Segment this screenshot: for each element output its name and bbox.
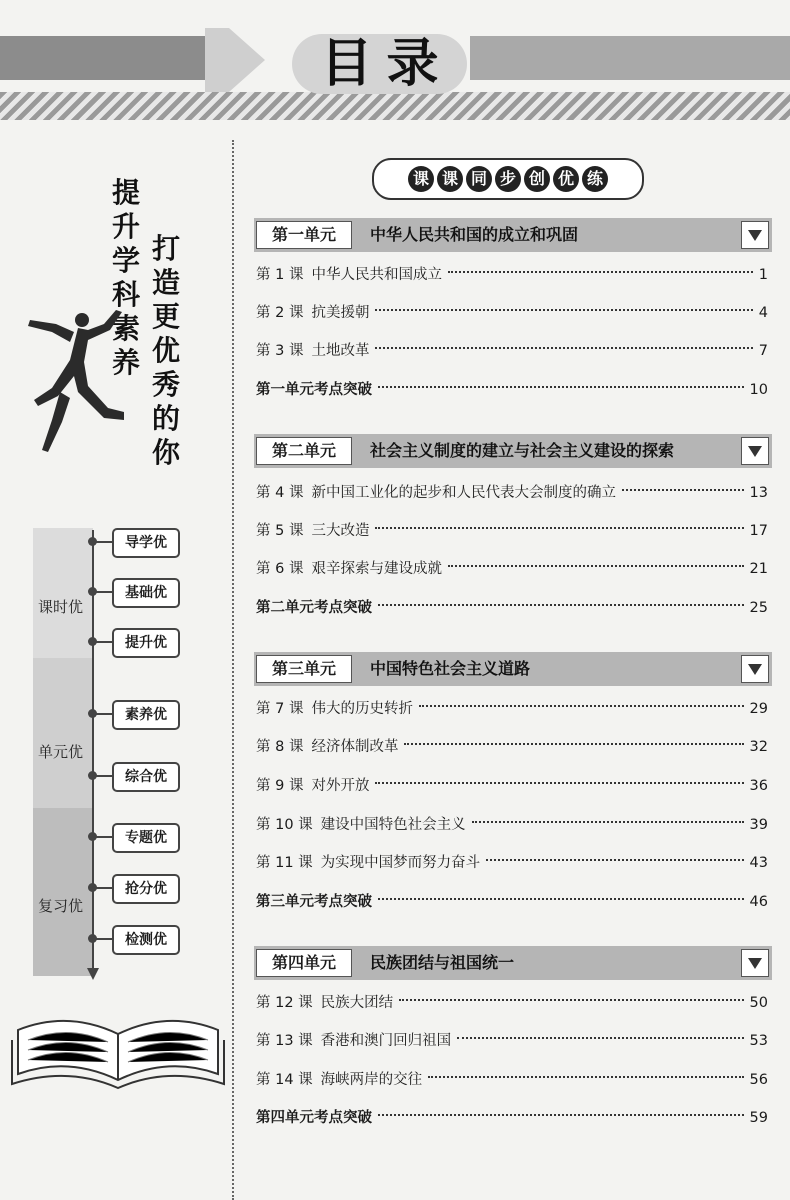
lesson-row[interactable]	[256, 735, 768, 759]
chevron-down-icon	[748, 446, 762, 457]
dot-leader	[375, 527, 743, 529]
lesson-page: 1	[758, 267, 768, 283]
lesson-number: 第 14 课	[256, 1072, 313, 1088]
lesson-title: 抗美援朝	[311, 305, 370, 321]
lesson-page: 21	[749, 561, 768, 577]
lesson-number: 第 1 课	[256, 267, 304, 283]
section-title-char: 优	[553, 166, 579, 192]
review-title: 第一单元考点突破	[256, 381, 372, 398]
slogan-outer: 提升学科素养	[112, 176, 141, 379]
group-bg-1	[33, 528, 93, 658]
group-bg-2	[33, 658, 93, 808]
lesson-row[interactable]	[256, 1029, 768, 1053]
lesson-page: 17	[749, 523, 768, 539]
lesson-number: 第 10 课	[256, 817, 313, 833]
node-qiangfen: 抢分优	[112, 874, 180, 904]
lesson-page: 13	[749, 485, 768, 501]
section-title-char: 练	[582, 166, 608, 192]
lesson-row[interactable]	[256, 697, 768, 721]
lesson-number: 第 8 课	[256, 739, 304, 755]
lesson-title: 对外开放	[311, 778, 370, 794]
review-row[interactable]	[256, 596, 768, 620]
runner-figure-icon	[12, 300, 132, 470]
lesson-number: 第 7 课	[256, 701, 304, 717]
node-connector	[92, 591, 112, 593]
header-banner	[0, 28, 790, 120]
review-title: 第三单元考点突破	[256, 893, 372, 910]
group-bg-3	[33, 808, 93, 976]
lesson-row[interactable]	[256, 481, 768, 505]
node-daoxue: 导学优	[112, 528, 180, 558]
dot-leader	[375, 782, 743, 784]
review-row[interactable]	[256, 378, 768, 402]
lesson-number: 第 13 课	[256, 1033, 313, 1049]
node-jiance: 检测优	[112, 925, 180, 955]
chevron-down-icon	[748, 230, 762, 241]
page-title: 目录	[292, 34, 467, 94]
lesson-number: 第 9 课	[256, 778, 304, 794]
section-title-char: 课	[437, 166, 463, 192]
node-tisheng: 提升优	[112, 628, 180, 658]
dot-leader	[472, 821, 744, 823]
dot-leader	[457, 1037, 743, 1039]
lesson-page: 7	[758, 343, 768, 359]
chevron-down-icon	[748, 958, 762, 969]
lesson-row[interactable]	[256, 557, 768, 581]
banner-chevron	[205, 28, 265, 92]
unit-name: 第三单元	[256, 655, 352, 683]
unit-header-4	[254, 946, 772, 980]
review-row[interactable]	[256, 1106, 768, 1130]
lesson-title: 香港和澳门回归祖国	[320, 1033, 452, 1049]
lesson-page: 4	[758, 305, 768, 321]
lesson-title: 伟大的历史转折	[311, 701, 413, 717]
lesson-row[interactable]	[256, 301, 768, 325]
flow-line	[92, 530, 94, 970]
dot-leader	[448, 271, 753, 273]
lesson-title: 民族大团结	[320, 995, 394, 1011]
lesson-page: 50	[749, 995, 768, 1011]
banner-stripes	[0, 92, 790, 120]
dot-leader	[378, 1114, 744, 1116]
flow-arrow-icon	[87, 968, 99, 980]
lesson-title: 为实现中国梦而努力奋斗	[320, 855, 481, 871]
lesson-page: 53	[749, 1033, 768, 1049]
review-page: 46	[749, 894, 768, 910]
unit-expand-button[interactable]	[741, 655, 769, 683]
review-row[interactable]	[256, 890, 768, 914]
node-connector	[92, 887, 112, 889]
unit-name: 第四单元	[256, 949, 352, 977]
unit-expand-button[interactable]	[741, 437, 769, 465]
lesson-title: 土地改革	[311, 343, 370, 359]
unit-expand-button[interactable]	[741, 221, 769, 249]
unit-title: 中国特色社会主义道路	[370, 659, 531, 678]
dot-leader	[399, 999, 743, 1001]
review-title: 第二单元考点突破	[256, 599, 372, 616]
lesson-number: 第 3 课	[256, 343, 304, 359]
dot-leader	[404, 743, 743, 745]
dot-leader	[622, 489, 744, 491]
lesson-page: 43	[749, 855, 768, 871]
lesson-page: 39	[749, 817, 768, 833]
lesson-row[interactable]	[256, 851, 768, 875]
section-title-char: 步	[495, 166, 521, 192]
unit-name: 第二单元	[256, 437, 352, 465]
open-book-icon	[8, 1000, 228, 1090]
review-page: 59	[749, 1110, 768, 1126]
unit-title: 中华人民共和国的成立和巩固	[370, 225, 579, 244]
chevron-down-icon	[748, 664, 762, 675]
lesson-row[interactable]	[256, 774, 768, 798]
dot-leader	[378, 898, 744, 900]
node-connector	[92, 541, 112, 543]
node-jichu: 基础优	[112, 578, 180, 608]
unit-header-1	[254, 218, 772, 252]
lesson-row[interactable]	[256, 991, 768, 1015]
lesson-page: 29	[749, 701, 768, 717]
lesson-number: 第 11 课	[256, 855, 313, 871]
lesson-title: 中华人民共和国成立	[311, 267, 442, 283]
lesson-row[interactable]	[256, 1068, 768, 1092]
dot-leader	[419, 705, 744, 707]
node-connector	[92, 938, 112, 940]
node-zonghe: 综合优	[112, 762, 180, 792]
lesson-row[interactable]	[256, 339, 768, 363]
review-title: 第四单元考点突破	[256, 1109, 372, 1126]
group-label-fuxi: 复习优	[38, 897, 84, 915]
slogan-inner: 打造更优秀的你	[152, 232, 181, 469]
lesson-number: 第 6 课	[256, 561, 304, 577]
banner-bar-right	[470, 36, 790, 80]
lesson-number: 第 4 课	[256, 485, 304, 501]
section-title-char: 创	[524, 166, 550, 192]
group-label-danyuan: 单元优	[38, 743, 84, 761]
section-title-char: 课	[408, 166, 434, 192]
review-page: 10	[749, 382, 768, 398]
node-zhuanti: 专题优	[112, 823, 180, 853]
unit-title: 民族团结与祖国统一	[370, 953, 515, 972]
unit-header-3	[254, 652, 772, 686]
section-title-char: 同	[466, 166, 492, 192]
lesson-title: 经济体制改革	[311, 739, 399, 755]
lesson-page: 56	[749, 1072, 768, 1088]
lesson-number: 第 2 课	[256, 305, 304, 321]
lesson-row[interactable]	[256, 813, 768, 837]
lesson-number: 第 5 课	[256, 523, 304, 539]
lesson-row[interactable]	[256, 263, 768, 287]
group-label-keshi: 课时优	[38, 598, 84, 616]
dot-leader	[378, 386, 744, 388]
lesson-title: 新中国工业化的起步和人民代表大会制度的确立	[311, 485, 616, 501]
node-suyang: 素养优	[112, 700, 180, 730]
lesson-row[interactable]	[256, 519, 768, 543]
lesson-title: 艰辛探索与建设成就	[311, 561, 442, 577]
lesson-number: 第 12 课	[256, 995, 313, 1011]
lesson-title: 三大改造	[311, 523, 370, 539]
column-divider	[232, 140, 234, 1200]
dot-leader	[486, 859, 743, 861]
lesson-page: 32	[749, 739, 768, 755]
section-title	[372, 158, 644, 200]
unit-expand-button[interactable]	[741, 949, 769, 977]
dot-leader	[378, 604, 744, 606]
dot-leader	[448, 565, 744, 567]
review-page: 25	[749, 600, 768, 616]
lesson-title: 建设中国特色社会主义	[320, 817, 466, 833]
node-connector	[92, 836, 112, 838]
unit-title: 社会主义制度的建立与社会主义建设的探索	[370, 441, 675, 460]
node-connector	[92, 713, 112, 715]
node-connector	[92, 641, 112, 643]
unit-header-2	[254, 434, 772, 468]
lesson-title: 海峡两岸的交往	[320, 1072, 423, 1088]
dot-leader	[375, 347, 752, 349]
dot-leader	[375, 309, 752, 311]
lesson-page: 36	[749, 778, 768, 794]
unit-name: 第一单元	[256, 221, 352, 249]
dot-leader	[428, 1076, 743, 1078]
node-connector	[92, 775, 112, 777]
